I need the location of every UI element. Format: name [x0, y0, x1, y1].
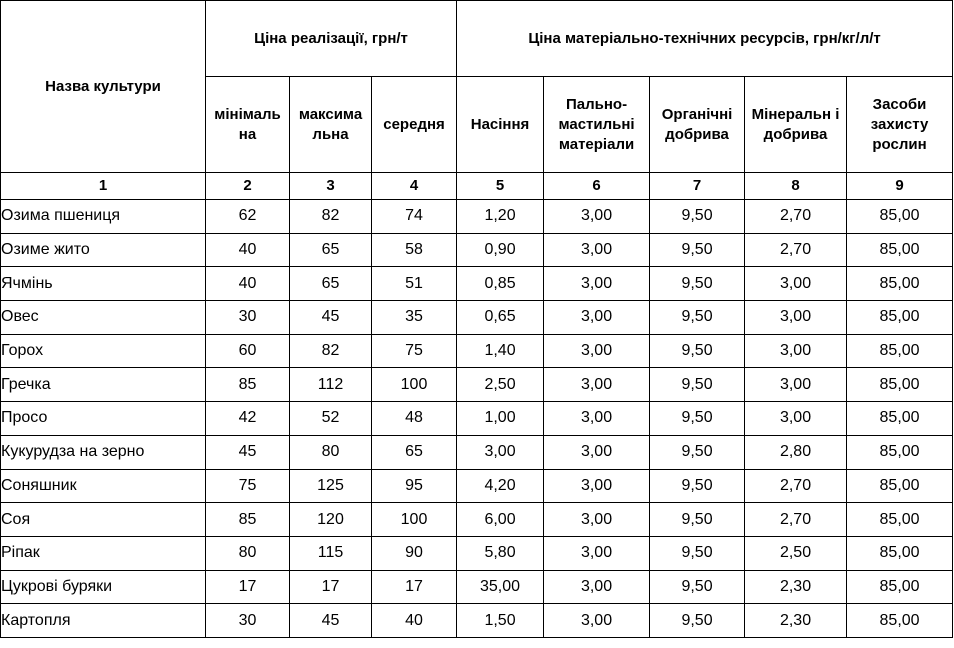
value-cell: 3,00	[544, 368, 650, 402]
value-cell: 9,50	[650, 469, 745, 503]
value-cell: 45	[290, 301, 372, 335]
value-cell: 85,00	[847, 267, 953, 301]
value-cell: 30	[206, 604, 290, 638]
value-cell: 40	[372, 604, 457, 638]
value-cell: 0,90	[457, 233, 544, 267]
culture-name-cell: Просо	[1, 402, 206, 436]
culture-name-cell: Озиме жито	[1, 233, 206, 267]
culture-name-cell: Соняшник	[1, 469, 206, 503]
value-cell: 74	[372, 200, 457, 234]
header-min: мінімаль на	[206, 77, 290, 173]
column-number: 7	[650, 173, 745, 200]
value-cell: 65	[290, 233, 372, 267]
value-cell: 3,00	[544, 435, 650, 469]
value-cell: 5,80	[457, 536, 544, 570]
table-row	[1, 334, 953, 368]
value-cell: 85,00	[847, 570, 953, 604]
value-cell: 42	[206, 402, 290, 436]
table-body	[1, 200, 953, 638]
value-cell: 95	[372, 469, 457, 503]
value-cell: 65	[372, 435, 457, 469]
culture-name-cell: Кукурудза на зерно	[1, 435, 206, 469]
value-cell: 2,80	[745, 435, 847, 469]
column-number: 2	[206, 173, 290, 200]
header-mineral: Мінеральн і добрива	[745, 77, 847, 173]
value-cell: 85,00	[847, 200, 953, 234]
value-cell: 9,50	[650, 402, 745, 436]
header-seeds: Насіння	[457, 77, 544, 173]
value-cell: 9,50	[650, 435, 745, 469]
value-cell: 9,50	[650, 233, 745, 267]
value-cell: 9,50	[650, 200, 745, 234]
column-number-row	[1, 173, 953, 200]
table-row	[1, 570, 953, 604]
value-cell: 9,50	[650, 301, 745, 335]
value-cell: 9,50	[650, 570, 745, 604]
value-cell: 51	[372, 267, 457, 301]
culture-name-cell: Цукрові буряки	[1, 570, 206, 604]
value-cell: 2,70	[745, 233, 847, 267]
value-cell: 3,00	[544, 604, 650, 638]
header-protection: Засоби захисту рослин	[847, 77, 953, 173]
value-cell: 9,50	[650, 334, 745, 368]
value-cell: 82	[290, 334, 372, 368]
value-cell: 112	[290, 368, 372, 402]
value-cell: 85,00	[847, 435, 953, 469]
value-cell: 115	[290, 536, 372, 570]
value-cell: 100	[372, 503, 457, 537]
value-cell: 2,70	[745, 200, 847, 234]
value-cell: 100	[372, 368, 457, 402]
value-cell: 85,00	[847, 301, 953, 335]
value-cell: 2,50	[745, 536, 847, 570]
culture-name-cell: Картопля	[1, 604, 206, 638]
value-cell: 75	[206, 469, 290, 503]
column-number: 3	[290, 173, 372, 200]
table-row	[1, 469, 953, 503]
value-cell: 2,30	[745, 604, 847, 638]
table-row	[1, 503, 953, 537]
value-cell: 3,00	[544, 200, 650, 234]
value-cell: 3,00	[745, 334, 847, 368]
value-cell: 1,00	[457, 402, 544, 436]
culture-name-cell: Ріпак	[1, 536, 206, 570]
value-cell: 3,00	[745, 267, 847, 301]
value-cell: 6,00	[457, 503, 544, 537]
value-cell: 2,50	[457, 368, 544, 402]
value-cell: 75	[372, 334, 457, 368]
culture-name-cell: Гречка	[1, 368, 206, 402]
header-avg: середня	[372, 77, 457, 173]
value-cell: 65	[290, 267, 372, 301]
value-cell: 3,00	[745, 301, 847, 335]
value-cell: 85,00	[847, 469, 953, 503]
table-row	[1, 435, 953, 469]
value-cell: 52	[290, 402, 372, 436]
value-cell: 9,50	[650, 604, 745, 638]
table-row	[1, 368, 953, 402]
value-cell: 9,50	[650, 368, 745, 402]
header-max: максима льна	[290, 77, 372, 173]
column-number: 9	[847, 173, 953, 200]
header-fuel: Пально- мастильні матеріали	[544, 77, 650, 173]
header-culture-name: Назва культури	[1, 1, 206, 173]
value-cell: 3,00	[745, 402, 847, 436]
value-cell: 9,50	[650, 503, 745, 537]
value-cell: 35	[372, 301, 457, 335]
value-cell: 45	[290, 604, 372, 638]
value-cell: 3,00	[457, 435, 544, 469]
culture-name-cell: Озима пшениця	[1, 200, 206, 234]
value-cell: 3,00	[544, 402, 650, 436]
value-cell: 1,20	[457, 200, 544, 234]
culture-name-cell: Горох	[1, 334, 206, 368]
column-number: 4	[372, 173, 457, 200]
column-number: 6	[544, 173, 650, 200]
value-cell: 80	[206, 536, 290, 570]
value-cell: 1,40	[457, 334, 544, 368]
value-cell: 85,00	[847, 604, 953, 638]
value-cell: 40	[206, 233, 290, 267]
value-cell: 0,85	[457, 267, 544, 301]
value-cell: 85,00	[847, 536, 953, 570]
table-row	[1, 604, 953, 638]
value-cell: 85	[206, 368, 290, 402]
value-cell: 30	[206, 301, 290, 335]
value-cell: 3,00	[745, 368, 847, 402]
value-cell: 125	[290, 469, 372, 503]
value-cell: 3,00	[544, 301, 650, 335]
value-cell: 60	[206, 334, 290, 368]
column-number: 8	[745, 173, 847, 200]
column-number: 5	[457, 173, 544, 200]
value-cell: 85,00	[847, 503, 953, 537]
value-cell: 9,50	[650, 536, 745, 570]
value-cell: 0,65	[457, 301, 544, 335]
header-resource-price: Ціна матеріально-технічних ресурсів, грн/кг/л/т	[457, 1, 953, 77]
value-cell: 3,00	[544, 536, 650, 570]
value-cell: 80	[290, 435, 372, 469]
table-row	[1, 200, 953, 234]
value-cell: 3,00	[544, 233, 650, 267]
value-cell: 2,70	[745, 503, 847, 537]
value-cell: 82	[290, 200, 372, 234]
value-cell: 3,00	[544, 469, 650, 503]
value-cell: 58	[372, 233, 457, 267]
value-cell: 2,30	[745, 570, 847, 604]
value-cell: 17	[372, 570, 457, 604]
value-cell: 17	[290, 570, 372, 604]
value-cell: 40	[206, 267, 290, 301]
table-row	[1, 402, 953, 436]
value-cell: 120	[290, 503, 372, 537]
value-cell: 85,00	[847, 233, 953, 267]
value-cell: 3,00	[544, 570, 650, 604]
table-row	[1, 267, 953, 301]
value-cell: 3,00	[544, 503, 650, 537]
table-row	[1, 536, 953, 570]
value-cell: 85,00	[847, 334, 953, 368]
value-cell: 4,20	[457, 469, 544, 503]
value-cell: 1,50	[457, 604, 544, 638]
value-cell: 2,70	[745, 469, 847, 503]
value-cell: 9,50	[650, 267, 745, 301]
value-cell: 45	[206, 435, 290, 469]
value-cell: 48	[372, 402, 457, 436]
value-cell: 3,00	[544, 334, 650, 368]
value-cell: 17	[206, 570, 290, 604]
column-number: 1	[1, 173, 206, 200]
header-organic: Органічні добрива	[650, 77, 745, 173]
table-row	[1, 301, 953, 335]
header-sale-price: Ціна реалізації, грн/т	[206, 1, 457, 77]
value-cell: 35,00	[457, 570, 544, 604]
value-cell: 3,00	[544, 267, 650, 301]
value-cell: 85,00	[847, 402, 953, 436]
culture-name-cell: Ячмінь	[1, 267, 206, 301]
value-cell: 85	[206, 503, 290, 537]
culture-name-cell: Овес	[1, 301, 206, 335]
culture-name-cell: Соя	[1, 503, 206, 537]
value-cell: 90	[372, 536, 457, 570]
table-row	[1, 233, 953, 267]
value-cell: 62	[206, 200, 290, 234]
value-cell: 85,00	[847, 368, 953, 402]
